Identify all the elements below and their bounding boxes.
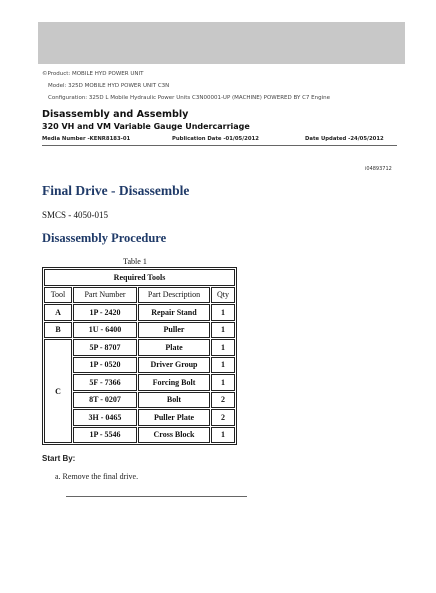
part-description-cell: Driver Group (138, 357, 210, 374)
part-number-cell: 1P - 0520 (73, 357, 137, 374)
model-line: Model: 325D MOBILE HYD POWER UNIT C3N (48, 83, 170, 89)
smcs-code: SMCS - 4050-015 (42, 210, 109, 220)
part-number-cell: 5P - 8707 (73, 339, 137, 356)
table-title: Required Tools (44, 269, 235, 286)
table-row (44, 304, 235, 321)
qty-cell: 1 (211, 304, 235, 321)
document-title: Disassembly and Assembly (42, 109, 189, 120)
part-description-cell: Forcing Bolt (138, 374, 210, 391)
table-row (44, 322, 235, 339)
column-header-part-description: Part Description (138, 287, 210, 304)
column-header-qty: Qty (211, 287, 235, 304)
part-number-cell: 1P - 2420 (73, 304, 137, 321)
part-number-cell: 8T - 0207 (73, 392, 137, 409)
qty-cell: 2 (211, 392, 235, 409)
part-number-cell: 1P - 5546 (73, 427, 137, 444)
procedure-heading: Disassembly Procedure (42, 231, 167, 245)
qty-cell: 1 (211, 322, 235, 339)
column-header-tool: Tool (44, 287, 72, 304)
part-description-cell: Plate (138, 339, 210, 356)
column-header-part-number: Part Number (73, 287, 137, 304)
date-updated: Date Updated -24/05/2012 (305, 136, 384, 142)
qty-cell: 2 (211, 409, 235, 426)
media-number: Media Number -KENR8183-01 (42, 136, 131, 142)
table-row (44, 357, 235, 374)
part-description-cell: Bolt (138, 392, 210, 409)
part-description-cell: Repair Stand (138, 304, 210, 321)
header-divider (42, 145, 397, 146)
table-row (44, 392, 235, 409)
part-description-cell: Puller Plate (138, 409, 210, 426)
part-number-cell: 3H - 0465 (73, 409, 137, 426)
step-a: a. Remove the final drive. (55, 472, 139, 481)
table-row (44, 409, 235, 426)
table-row (44, 339, 235, 356)
page-heading: Final Drive - Disassemble (42, 183, 190, 198)
part-description-cell: Puller (138, 322, 210, 339)
part-number-cell: 1U - 6400 (73, 322, 137, 339)
table-caption: Table 1 (123, 257, 147, 266)
tool-cell: B (44, 322, 72, 339)
part-description-cell: Cross Block (138, 427, 210, 444)
table-row (44, 427, 235, 444)
required-tools-table (42, 267, 237, 445)
publication-date: Publication Date -01/05/2012 (172, 136, 259, 142)
part-number-cell: 5F - 7366 (73, 374, 137, 391)
start-by-label: Start By: (42, 454, 76, 463)
qty-cell: 1 (211, 357, 235, 374)
table-row (44, 374, 235, 391)
document-subtitle: 320 VH and VM Variable Gauge Undercarriage (42, 122, 250, 131)
image-reference: i04893712 (365, 166, 392, 172)
qty-cell: 1 (211, 374, 235, 391)
qty-cell: 1 (211, 427, 235, 444)
header-banner (38, 22, 405, 64)
qty-cell: 1 (211, 339, 235, 356)
section-divider (66, 496, 247, 497)
configuration-line: Configuration: 325D L Mobile Hydraulic Power Units C3N00001-UP (MACHINE) POWERED BY C7 Engine (48, 95, 331, 101)
tool-cell: C (44, 339, 72, 443)
product-line: ©Product: MOBILE HYD POWER UNIT (42, 71, 144, 77)
tool-cell: A (44, 304, 72, 321)
